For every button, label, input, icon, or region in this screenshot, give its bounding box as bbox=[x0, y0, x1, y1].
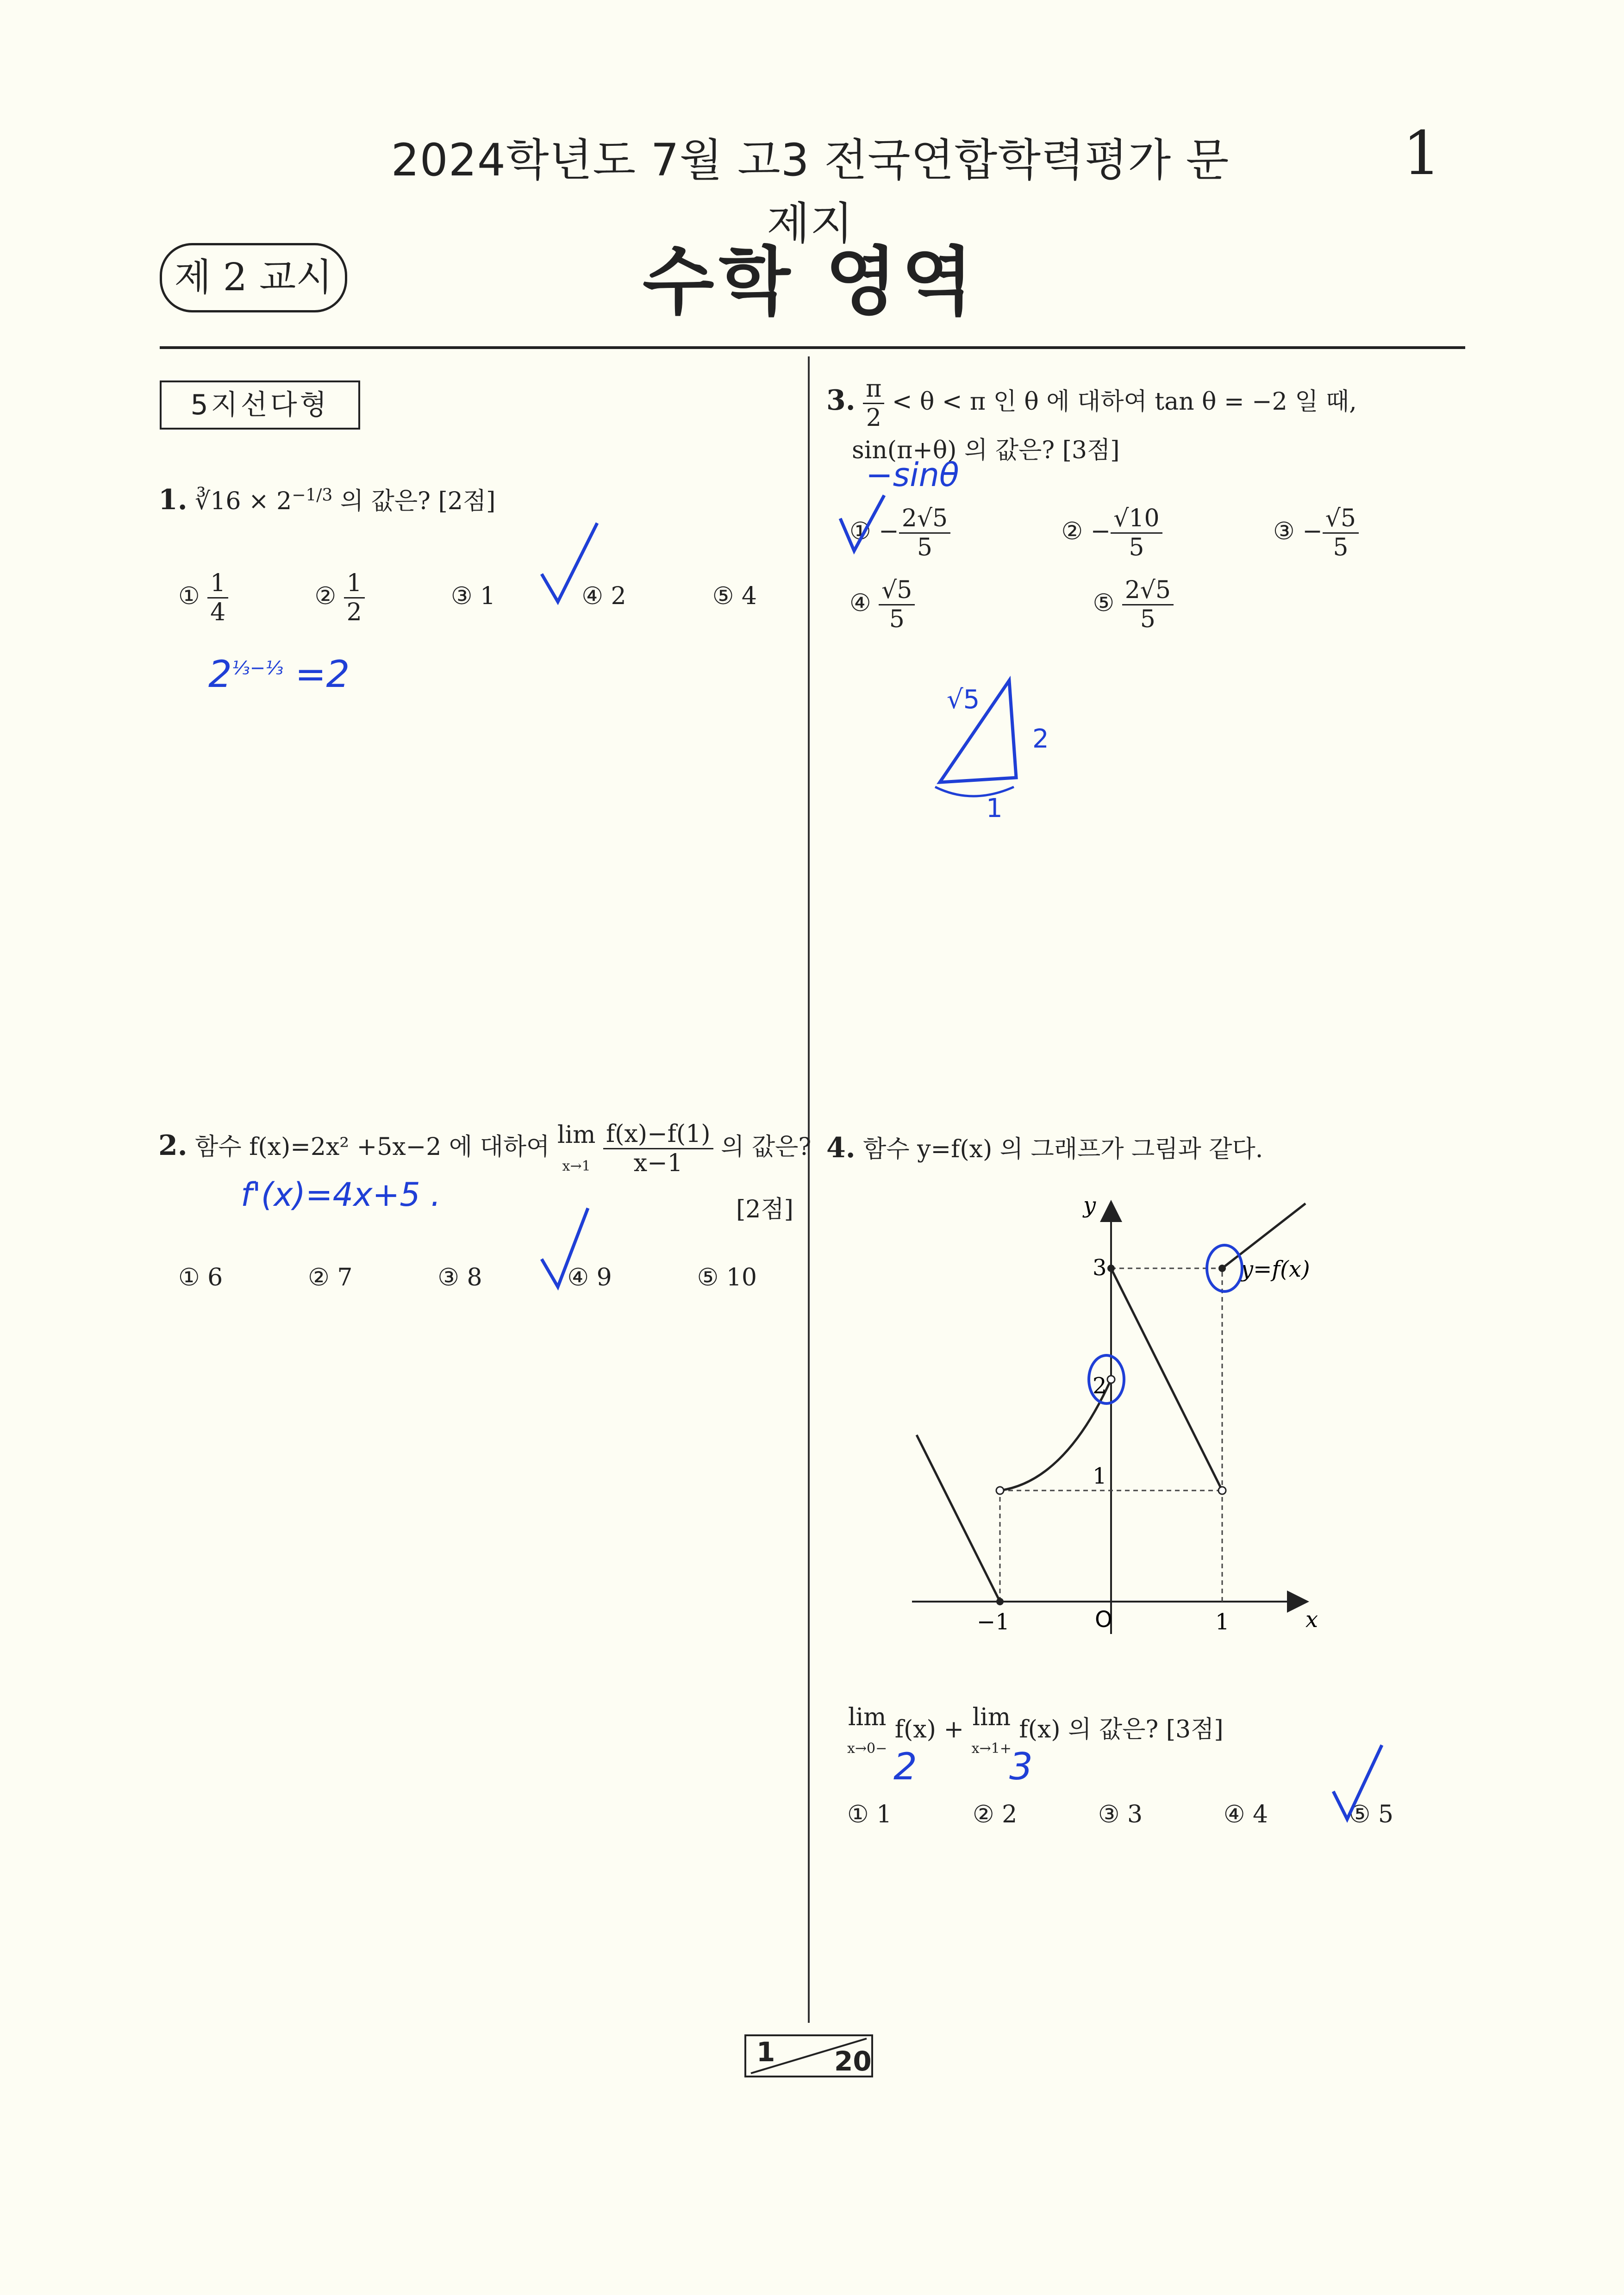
svg-text:−1: −1 bbox=[977, 1609, 1010, 1635]
q4-graph bbox=[907, 1194, 1352, 1648]
checkmark-icon bbox=[532, 518, 606, 611]
choice-4[interactable]: ④ 2 bbox=[581, 582, 626, 610]
svg-text:1: 1 bbox=[1215, 1609, 1230, 1635]
choice-2[interactable]: ② 7 bbox=[308, 1264, 353, 1291]
header-rule bbox=[160, 346, 1465, 349]
current-page: 1 bbox=[756, 2036, 775, 2068]
question-number: 2. bbox=[158, 1129, 187, 1162]
choice-2[interactable]: ② − $\frac{√10}{5}$ bbox=[1062, 505, 1162, 561]
point-filled bbox=[1107, 1265, 1115, 1272]
point-open bbox=[1218, 1487, 1226, 1494]
svg-text:3: 3 bbox=[1093, 1255, 1107, 1281]
svg-text:1: 1 bbox=[986, 793, 1003, 819]
exam-title: 2024학년도 7월 고3 전국연합학력평가 문제지 bbox=[391, 134, 1230, 249]
choice-4[interactable]: ④ 4 bbox=[1223, 1801, 1268, 1828]
question-2 bbox=[158, 1120, 811, 1177]
choice-4[interactable]: ④ 9 bbox=[567, 1264, 612, 1291]
svg-text:y=f(x): y=f(x) bbox=[1241, 1256, 1310, 1282]
graph-middle-line bbox=[1111, 1268, 1222, 1491]
q1-choices bbox=[178, 569, 757, 626]
q2-limit: lim x→1 bbox=[557, 1121, 596, 1174]
graph-left-line bbox=[917, 1435, 1000, 1602]
q4-stem: 함수 y=f(x) 의 그래프가 그림과 같다. bbox=[863, 1135, 1263, 1163]
choice-3[interactable]: ③ 3 bbox=[1098, 1801, 1143, 1828]
q3-pi-over-2: $\frac{\pi}{2}$ bbox=[863, 375, 884, 432]
question-number: 1. bbox=[158, 484, 187, 516]
choice-5[interactable]: ⑤ 4 bbox=[712, 582, 757, 610]
checkmark-icon bbox=[532, 1204, 606, 1296]
total-pages: 20 bbox=[834, 2046, 872, 2077]
q3-choices-row1 bbox=[849, 505, 1359, 561]
question-number: 4. bbox=[826, 1132, 856, 1164]
q2-tail: 의 값은? bbox=[721, 1133, 812, 1161]
q3-triangle-sketch bbox=[921, 667, 1069, 819]
q2-fraction: $\frac{f(x)-f(1)}{x-1}$ bbox=[603, 1120, 713, 1177]
header-page-number: 1 bbox=[1403, 118, 1441, 188]
choice-5[interactable]: ⑤ $\frac{2√5}{5}$ bbox=[1093, 576, 1174, 633]
choice-3[interactable]: ③ 1 bbox=[450, 582, 496, 610]
question-4 bbox=[826, 1129, 1263, 1164]
choice-5[interactable]: ⑤ 10 bbox=[697, 1264, 757, 1291]
q1-expression: ∛16 × $2^{-1/3}$ bbox=[195, 486, 333, 515]
choice-1[interactable]: ① 1 bbox=[847, 1801, 892, 1828]
q2-choices bbox=[178, 1264, 757, 1291]
page-indicator bbox=[744, 2034, 873, 2077]
q1-tail: 의 값은? [2점] bbox=[340, 487, 496, 515]
svg-text:2: 2 bbox=[1093, 1373, 1107, 1399]
question-number: 3. bbox=[826, 384, 856, 417]
point-filled bbox=[996, 1598, 1004, 1605]
q4-handwritten-limit-2: 3 bbox=[1009, 1745, 1033, 1788]
q3-handwritten-work: −sinθ bbox=[866, 456, 959, 494]
question-type-box: 5지선다형 bbox=[160, 380, 360, 430]
subject-title: 수학 영역 bbox=[643, 238, 978, 325]
choice-5[interactable]: ⑤ 5 bbox=[1349, 1801, 1393, 1828]
column-divider bbox=[808, 356, 810, 2023]
q4-choices bbox=[847, 1801, 1393, 1828]
point-open bbox=[996, 1487, 1004, 1494]
choice-3[interactable]: ③ − $\frac{√5}{5}$ bbox=[1273, 505, 1359, 561]
svg-text:O: O bbox=[1095, 1607, 1112, 1633]
choice-4[interactable]: ④ $\frac{√5}{5}$ bbox=[849, 576, 915, 633]
svg-text:1: 1 bbox=[1093, 1463, 1107, 1489]
checkmark-icon bbox=[833, 491, 893, 560]
choice-2[interactable]: ② $\frac{1}{2}$ bbox=[314, 569, 364, 626]
session-label: 제 2 교시 bbox=[160, 243, 347, 312]
q2-handwritten-work: f'(x)=4x+5 . bbox=[241, 1176, 441, 1214]
q3-stem: < θ < π 인 θ 에 대하여 tan θ = −2 일 때, bbox=[892, 388, 1357, 416]
svg-text:y: y bbox=[1083, 1194, 1096, 1218]
svg-text:x: x bbox=[1305, 1607, 1318, 1633]
svg-text:√5: √5 bbox=[947, 685, 980, 715]
q4-handwritten-limit-1: 2 bbox=[893, 1745, 917, 1788]
point-filled bbox=[1218, 1265, 1226, 1272]
choice-1[interactable]: ① 6 bbox=[178, 1264, 223, 1291]
q4-question: lim x→0− f(x) + lim x→1+ f(x) 의 값은? [3점] bbox=[847, 1703, 1224, 1757]
question-1 bbox=[158, 481, 495, 516]
q2-points: [2점] bbox=[736, 1196, 793, 1223]
checkmark-icon bbox=[1324, 1740, 1398, 1833]
question-3 bbox=[826, 375, 1357, 432]
q2-stem: 함수 f(x)=2x² +5x−2 에 대하여 bbox=[195, 1133, 550, 1161]
choice-1[interactable]: ① $\frac{1}{4}$ bbox=[178, 569, 228, 626]
choice-3[interactable]: ③ 8 bbox=[437, 1264, 482, 1291]
choice-1[interactable]: ① − $\frac{2√5}{5}$ bbox=[849, 505, 950, 561]
choice-2[interactable]: ② 2 bbox=[972, 1801, 1018, 1828]
q3-choices-row2 bbox=[849, 576, 1174, 633]
q3-stem-line2: sin(π+θ) 의 값은? [3점] bbox=[852, 437, 1120, 464]
q1-handwritten-work: $2^{\frac{1}{3}-\frac{1}{3}} =2$ bbox=[208, 653, 350, 696]
point-open bbox=[1107, 1376, 1115, 1383]
svg-text:2: 2 bbox=[1032, 724, 1049, 754]
